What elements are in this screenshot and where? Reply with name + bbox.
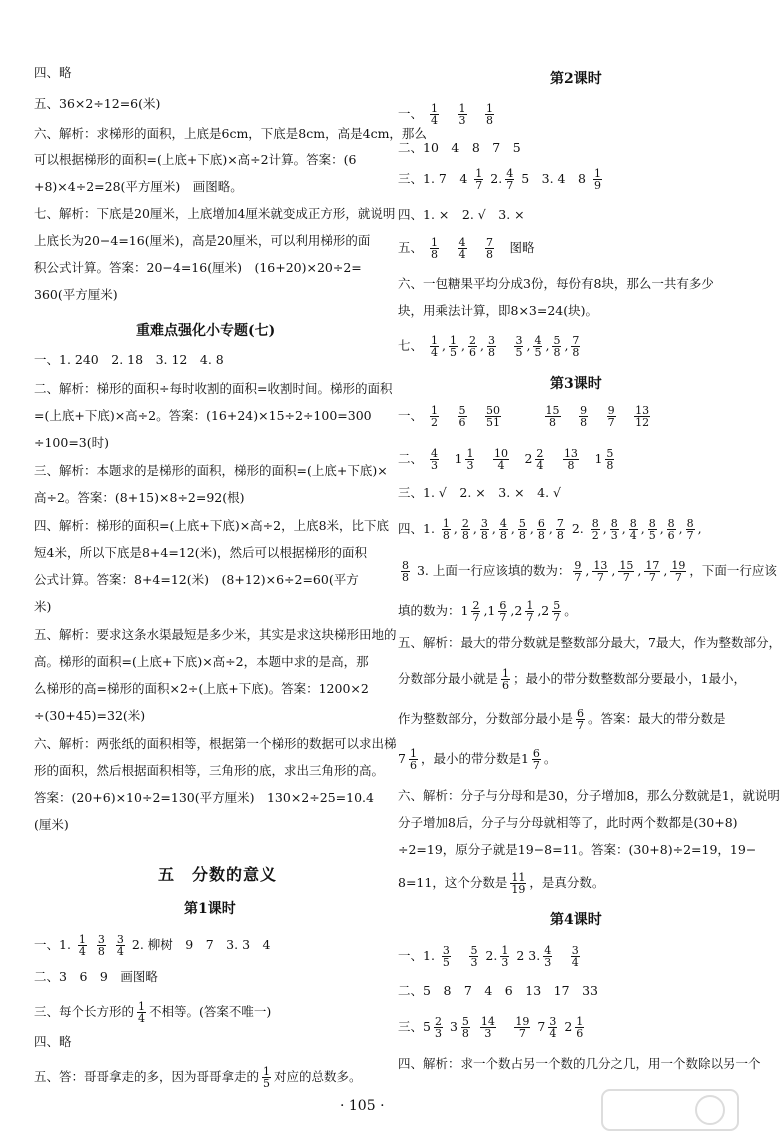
fraction: $\frac{8}{3}$: [610, 517, 618, 542]
answer-line: 三、5 $\frac{2}{3}$ 3 $\frac{5}{8}$ $\frac{14}{3}$ $\frac{19}{7}$ 7 $\frac{3}{4}$ 2 $\frac{1}{6}$: [398, 1015, 584, 1040]
lesson-heading: 第3课时: [550, 376, 602, 392]
fraction: $\frac{3}{4}$: [116, 933, 124, 958]
answer-line: 四、略: [34, 65, 72, 80]
answer-line: 一、1. $\frac{3}{5}$ $\frac{5}{3}$ 2. $\frac{1}{3}$ 2 3. $\frac{4}{3}$ $\frac{3}{4}$: [398, 944, 579, 969]
answer-line: 上底长为20−4=16(厘米)，高是20厘米，可以利用梯形的面: [34, 233, 371, 248]
answer-line: +8)×4÷2=28(平方厘米) 画图略。: [34, 179, 243, 194]
fraction: $\frac{17}{7}$: [645, 559, 660, 584]
answer-line: ÷100=3(时): [34, 435, 110, 450]
fraction: $\frac{4}{8}$: [499, 517, 507, 542]
answer-line: 三、解析：本题求的是梯形的面积，梯形的面积=(上底+下底)×: [34, 463, 388, 478]
fraction: $\frac{4}{3}$: [544, 944, 552, 969]
answer-line: 六、解析：求梯形的面积，上底是6cm，下底是8cm，高是4cm，那么: [34, 126, 427, 141]
answer-line: 三、1. 7 4 $\frac{1}{7}$ 2. $\frac{4}{7}$ 5 3. 4 8 $\frac{1}{9}$: [398, 167, 601, 192]
fraction: $\frac{1}{3}$: [466, 447, 474, 472]
fraction: $\frac{8}{5}$: [648, 517, 656, 542]
answer-line: 三、1. √ 2. × 3. × 4. √: [398, 485, 561, 500]
answer-line: 四、1. × 2. √ 3. ×: [398, 207, 525, 222]
fraction: $\frac{1}{4}$: [78, 933, 86, 958]
fraction: $\frac{7}{8}$: [572, 334, 580, 359]
answer-line: (厘米): [34, 817, 69, 832]
fraction: $\frac{8}{4}$: [629, 517, 637, 542]
fraction: $\frac{8}{6}$: [667, 517, 675, 542]
fraction: $\frac{6}{7}$: [499, 599, 507, 624]
fraction: $\frac{13}{12}$: [635, 404, 650, 429]
answer-line: 高÷2。答案：(8+15)×8÷2=92(根): [34, 490, 245, 505]
answer-line: 一、 $\frac{1}{4}$ $\frac{1}{3}$ $\frac{1}{8}$: [398, 102, 494, 127]
fraction: $\frac{1}{6}$: [576, 1015, 584, 1040]
fraction: $\frac{13}{8}$: [563, 447, 578, 472]
fraction: $\frac{5}{8}$: [518, 517, 526, 542]
answer-line: 可以根据梯形的面积=(上底+下底)×高÷2计算。答案：(6: [34, 152, 357, 167]
answer-line: 填的数为：1 $\frac{2}{7}$ ,1 $\frac{6}{7}$ ,2 $\frac{1}{7}$ ,2 $\frac{5}{7}$ 。: [398, 599, 577, 624]
answer-line: ÷(30+45)=32(米): [34, 708, 146, 723]
fraction: $\frac{13}{7}$: [593, 559, 608, 584]
fraction: $\frac{1}{8}$: [486, 102, 494, 127]
fraction: $\frac{10}{4}$: [493, 447, 508, 472]
answer-line: 三、每个长方形的 $\frac{1}{4}$ 不相等。(答案不唯一): [34, 1000, 272, 1025]
fraction: $\frac{19}{7}$: [515, 1015, 530, 1040]
answer-line: 四、略: [34, 1034, 72, 1049]
fraction: $\frac{7}{8}$: [556, 517, 564, 542]
answer-line: 二、解析：梯形的面积÷每时收割的面积=收割时间。梯形的面积: [34, 381, 393, 396]
fraction: $\frac{4}{3}$: [431, 447, 438, 472]
answer-line: 答案：(20+6)×10÷2=130(平方厘米) 130×2÷25=10.4: [34, 790, 374, 805]
answer-line: 短4米，所以下底是8+4=12(米)，然后可以根据梯形的面积: [34, 545, 367, 560]
fraction: $\frac{4}{5}$: [534, 334, 542, 359]
fraction: $\frac{1}{7}$: [526, 599, 534, 624]
fraction: $\frac{1}{6}$: [502, 667, 510, 692]
answer-line: 一、 $\frac{1}{2}$ $\frac{5}{6}$ $\frac{50}{51}$ $\frac{15}{8}$ $\frac{9}{8}$ $\frac{9}{7}$ $\frac{13}{12}$: [398, 404, 650, 429]
fraction: $\frac{3}{8}$: [97, 933, 105, 958]
answer-line: 六、解析：两张纸的面积相等，根据第一个梯形的数据可以求出梯: [34, 736, 397, 751]
fraction: $\frac{5}{8}$: [553, 334, 561, 359]
lesson-heading: 第1课时: [184, 901, 236, 917]
fraction: $\frac{2}{4}$: [536, 447, 544, 472]
answer-line: 四、1. $\frac{1}{8}$ , $\frac{2}{8}$ , $\frac{3}{8}$ , $\frac{4}{8}$ , $\frac{5}{8}$ , $\frac{6}{8}$ , $\frac{7}{8}$ 2. $\frac{8}{2}$ , $\frac{8}{3}$ , $\frac{8}{4}$ , $\frac{8}{5}$ , $\frac{8}{6}$ , $\frac{8}{7}$ ,: [398, 517, 702, 542]
fraction: $\frac{3}{4}$: [549, 1015, 557, 1040]
section-heading: 重难点强化小专题(七): [136, 323, 276, 339]
answer-line: 米): [34, 599, 52, 614]
fraction: $\frac{1}{8}$: [442, 517, 450, 542]
fraction: $\frac{1}{5}$: [449, 334, 457, 359]
fraction: $\frac{15}{8}$: [545, 404, 560, 429]
answer-line: 四、解析：梯形的面积=(上底+下底)×高÷2，上底8米，比下底: [34, 518, 390, 533]
page-number: · 105 ·: [340, 1098, 385, 1114]
fraction: $\frac{3}{8}$: [487, 334, 495, 359]
fraction: $\frac{9}{7}$: [607, 404, 615, 429]
fraction: $\frac{1}{8}$: [431, 236, 438, 261]
answer-line: 二、5 8 7 4 6 13 17 33: [398, 983, 598, 998]
fraction: $\frac{9}{7}$: [574, 559, 582, 584]
answer-line: 二、 $\frac{4}{3}$ 1 $\frac{1}{3}$ $\frac{10}{4}$ 2 $\frac{2}{4}$ $\frac{13}{8}$ 1 $\frac{5}{8}$: [398, 447, 614, 472]
answer-line: 五、答：哥哥拿走的多，因为哥哥拿走的 $\frac{1}{5}$ 对应的总数多。: [34, 1065, 362, 1090]
answer-line: 四、解析：求一个数占另一个数的几分之几，用一个数除以另一个: [398, 1056, 761, 1071]
fraction: $\frac{1}{5}$: [263, 1065, 271, 1090]
fraction: $\frac{1}{4}$: [138, 1000, 146, 1025]
fraction: $\frac{14}{3}$: [480, 1015, 495, 1040]
fraction: $\frac{1}{7}$: [475, 167, 483, 192]
fraction: $\frac{3}{4}$: [571, 944, 579, 969]
fraction: $\frac{2}{6}$: [468, 334, 476, 359]
fraction: $\frac{6}{7}$: [577, 707, 585, 732]
fraction: $\frac{8}{7}$: [686, 517, 694, 542]
fraction: $\frac{8}{2}$: [591, 517, 599, 542]
answer-line: 360(平方厘米): [34, 287, 118, 302]
answer-line: 7 $\frac{1}{6}$ ，最小的带分数是1 $\frac{6}{7}$ 。: [398, 747, 557, 772]
fraction: $\frac{15}{7}$: [619, 559, 634, 584]
answer-line: 二、10 4 8 7 5: [398, 140, 521, 155]
fraction: $\frac{11}{19}$: [511, 871, 526, 896]
answer-line: 分数部分最小就是 $\frac{1}{6}$ ；最小的带分数整数部分要最小，1最小，: [398, 667, 746, 692]
answer-line: 高。梯形的面积=(上底+下底)×高÷2，本题中求的是高，那: [34, 654, 369, 669]
lesson-heading: 第2课时: [550, 71, 602, 87]
answer-line: 五、解析：要求这条水渠最短是多少米，其实是求这块梯形田地的: [34, 627, 397, 642]
fraction: $\frac{1}{4}$: [431, 334, 438, 359]
fraction: $\frac{2}{3}$: [434, 1015, 442, 1040]
answer-line: ÷2=19，原分子就是19−8=11。答案：(30+8)÷2=19，19−: [398, 842, 757, 857]
answer-line: 么梯形的高=梯形的面积×2÷(上底+下底)。答案：1200×2: [34, 681, 369, 696]
fraction: $\frac{50}{51}$: [486, 404, 501, 429]
fraction: $\frac{1}{3}$: [501, 944, 509, 969]
lesson-heading: 第4课时: [550, 912, 602, 928]
fraction: $\frac{9}{8}$: [580, 404, 588, 429]
fraction: $\frac{1}{9}$: [593, 167, 601, 192]
fraction: $\frac{4}{4}$: [458, 236, 466, 261]
answer-line: 二、3 6 9 画图略: [34, 969, 158, 984]
answer-line: 8=11，这个分数是 $\frac{11}{19}$ ，是真分数。: [398, 871, 605, 896]
fraction: $\frac{1}{2}$: [431, 404, 438, 429]
fraction: $\frac{2}{7}$: [472, 599, 480, 624]
answer-line: 形的面积，然后根据面积相等，三角形的底，求出三角形的高。: [34, 763, 385, 778]
answer-line: 五、36×2÷12=6(米): [34, 96, 161, 111]
answer-line: 六、解析：分子与分母和是30，分子增加8，那么分数就是1，就说明: [398, 788, 780, 803]
answer-line: 一、1. 240 2. 18 3. 12 4. 8: [34, 352, 224, 367]
answer-line: 六、一包糖果平均分成3份，每份有8块，那么一共有多少: [398, 276, 714, 291]
answer-line: 积公式计算。答案：20−4=16(厘米) (16+20)×20÷2=: [34, 260, 362, 275]
fraction: $\frac{5}{8}$: [461, 1015, 469, 1040]
fraction: $\frac{5}{3}$: [470, 944, 478, 969]
answer-line: 七、 $\frac{1}{4}$ , $\frac{1}{5}$ , $\frac{2}{6}$ , $\frac{3}{8}$ $\frac{3}{5}$ , $\frac{4}{5}$ , $\frac{5}{8}$ , $\frac{7}{8}$: [398, 334, 580, 359]
fraction: $\frac{3}{5}$: [442, 944, 450, 969]
fraction: $\frac{6}{7}$: [532, 747, 540, 772]
fraction: $\frac{6}{8}$: [537, 517, 545, 542]
fraction: $\frac{3}{8}$: [480, 517, 488, 542]
answer-line: 五、解析：最大的带分数就是整数部分最大，7最大，作为整数部分，: [398, 635, 781, 650]
fraction: $\frac{1}{3}$: [458, 102, 466, 127]
answer-line: 块，用乘法计算，即8×3=24(块)。: [398, 303, 599, 318]
answer-line: 作为整数部分，分数部分最小是 $\frac{6}{7}$ 。答案：最大的带分数是: [398, 707, 726, 732]
fraction: $\frac{4}{7}$: [506, 167, 514, 192]
answer-line: $\frac{8}{8}$ 3. 上面一行应该填的数为： $\frac{9}{7}$ , $\frac{13}{7}$ , $\frac{15}{7}$ , $\frac{17}{7}$ , $\frac{19}{7}$ ，下面一行应该: [402, 559, 777, 584]
fraction: $\frac{1}{4}$: [431, 102, 438, 127]
answer-line: 分子增加8后，分子与分母就相等了，此时两个数都是(30+8): [398, 815, 738, 830]
fraction: $\frac{5}{6}$: [458, 404, 466, 429]
fraction: $\frac{8}{8}$: [402, 559, 409, 584]
fraction: $\frac{7}{8}$: [486, 236, 494, 261]
fraction: $\frac{5}{7}$: [553, 599, 561, 624]
chapter-title: 五 分数的意义: [158, 865, 278, 884]
fraction: $\frac{3}{5}$: [515, 334, 523, 359]
fraction: $\frac{1}{6}$: [409, 747, 417, 772]
answer-line: 七、解析：下底是20厘米，上底增加4厘米就变成正方形，就说明: [34, 206, 396, 221]
watermark-logo: [600, 1088, 740, 1132]
fraction: $\frac{19}{7}$: [671, 559, 686, 584]
answer-line: 公式计算。答案：8+4=12(米) (8+12)×6÷2=60(平方: [34, 572, 359, 587]
fraction: $\frac{5}{8}$: [606, 447, 614, 472]
fraction: $\frac{2}{8}$: [461, 517, 469, 542]
answer-line: 一、1. $\frac{1}{4}$ $\frac{3}{8}$ $\frac{3}{4}$ 2. 柳树 9 7 3. 3 4: [34, 933, 271, 958]
answer-line: =(上底+下底)×高÷2。答案：(16+24)×15÷2÷100=300: [34, 408, 372, 423]
answer-line: 五、 $\frac{1}{8}$ $\frac{4}{4}$ $\frac{7}{8}$ 图略: [398, 236, 535, 261]
